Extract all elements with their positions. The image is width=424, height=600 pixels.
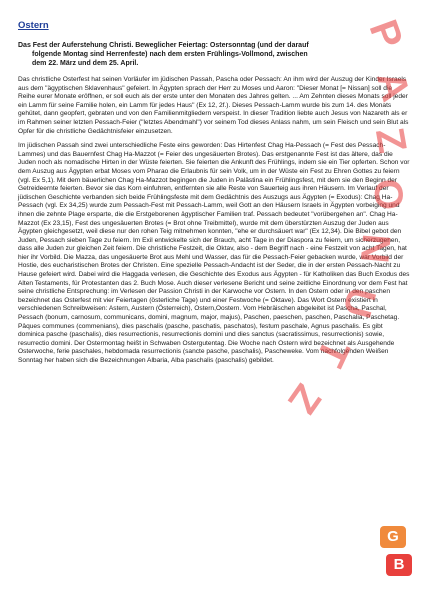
intro-line: folgende Montag sind Herrenfeste) nach dem ersten Frühlings-Vollmond, zwischen (32, 51, 308, 58)
logo-block-b: B (386, 554, 412, 576)
watermark-logo (360, 524, 420, 596)
watermark-letter: U (333, 282, 384, 323)
watermark-letter: A (367, 66, 418, 107)
watermark-letter: O (364, 177, 412, 212)
watermark-letter: Z (279, 376, 330, 422)
page-title[interactable]: Ostern (18, 20, 49, 31)
body-paragraph: Das christliche Osterfest hat seinen Vorläufer im jüdischen Passah, Pascha oder Pessach: An ihm wird der Auszug der Kinder Israels aus dem "ägyptischen Sklavenhaus" gefeiert. In Ägypten sprach der Herr zu Moses und Aaron: "Dieser Monat [= Nissan] soll die Reihe eurer Monate eröffnen, er soll euch als der erste unter den Monaten des Jahres gelten. ... Am Zehnten dieses Monats soll jeder ein Lamm für seine Familie holen, ein Lamm für jedes Haus" (Ex 12, 2f.). Dieses Pessach-Lamm wurde bis zum 14. des Monats gehütet, dann geopfert, gebraten und von den Familienmitgliedern verspeist. In dieser Tradition liebte auch Jesus von Nazareth als er im Rahmen seiner letzten Pessach-Feier ("letztes Abendmahl") vor seinem Tod dieses Anlass nahm, um sein Fleisch und sein Blut als Opfer für die christliche Gedächtnisfeier einzusetzen. (18, 76, 409, 135)
intro-line: dem 22. März und dem 25. April. (32, 60, 139, 67)
logo-block-g: G (380, 526, 406, 548)
watermark-letter: N (351, 232, 399, 265)
watermark-letter: Z (366, 124, 415, 157)
document-page (18, 12, 410, 372)
body-paragraph: Im jüdischen Passah sind zwei unterschiedliche Feste eins geworden: Das Hirtenfest Chag Ha-Pessach (= Fest des Pessach-Lammes) und das Bauernfest Chag Ha-Mazzot (= Feier des ungesäuerten Brotes). Das erstgenannte Fest ist das ältere, das die Juden noch als nomadische Hirten in der Wüste feierten. Sie feierten die Ankunft des Frühlings, indem sie ein Tier opferten. Schon vor dem Auszug aus Ägypten erbat Moses vom Pharao die Erlaubnis für sein Volk, um in der Wüste ein Fest zu Ehren Gottes zu feiern (vgl. Ex 5,1). Mit dem bäuerlichen Chag Ha-Mazzot begingen die Juden in Palästina ein Frühlingsfest, mit dem sie den Beginn der Getreideernte feierten. Bevor sie das Korn einfuhren, entfernten sie alle Reste von Sauerteig aus ihren Häusern. Im Verlauf der jüdischen Geschichte verbanden sich beide Frühlingsfeste mit dem Gedächtnis des Auszugs aus Ägypten (= Exodus): Chag Ha-Pessach (vgl. Ex 34,25) wurde zum Pessach-Fest mit Pessach-Lamm, weil Gott an den Häusern Israels in Ägypten vorbeiging und ihnen die zehnte Plage ersparte, die die Erstgeborenen ägyptischer Familien traf. Pessach bedeutet "vorübergehen an". Chag Ha-Mazzot (Ex 23,15), Fest des ungesäuerten Brotes (= Brot ohne Treibmittel), wurde mit dem überstürzten Auszug der Juden aus Ägypten gleichgesetzt, weil diese nur den rohen Teig mitnehmen konnten, "ehe er durchsäuert war" (Ex 12,34). Die Bibel gebot den Juden, Pessach sieben Tage zu feiern. Im Exil entwickelte sich der Brauch, acht Tage in der Diaspora zu feiern, um sicherzugehen, dass alle Juden zur gleichen Zeit feiern. Die christliche Festzeit, die Oktav, also - dem Begriff nach - eine Festzeit von acht Tagen, hat hier ihr Vorbild. Die Mazza, das ungesäuerte Brot aus Mehl und Wasser, das für die Pessach-Feier gebacken wurde, war Vorbild der Hostie, des eucharistischen Brotes der Christen. Eine spezielle Pessach-Andacht ist der Seder, die in der ersten Pessach-Nacht zu Hause gefeiert wird. Dabei wird die Haggada verlesen, die Geschichte des Exodus aus Ägypten - für Katholiken das Buch Exodus des Alten Testaments, für Protestanten das 2. Buch Mose. Auch dieser verlesene Bericht und seine zeitliche Einordnung vor dem Fest hat seine christliche Entsprechung: im Verlesen der Passion Christi in der Karwoche vor Ostern. In den Ostern oder in den paschen bezeichnet das Osterfest mit vier Feiertagen (österliche Tage) und einer Festwoche (= Oktave). Das Wort Ostern existiert in verschiedenen Schreibweisen: Astern, Austern (Österreich), Ostern,Oostern. Vom Hebräischen abgeleitet ist Pascha, Paschal, Pessach (bonum, carnosum, communicans, domini, magnum, major, majus), Paschen, paeschen, paschen, Paschalia, Paschetag. Pâques communes (commenians), dies paschalis (pasche, paschatis, paschatos), festum paschale, Agnus paschalis. Es gibt dominica pasche (paschalis), dies resurrectionis, resurrectionis domini und dies sanctus (sacratissimus, resurrectionis) sowie, resurrectio domini. Der Ostermontag heißt in Schwaben Ostergutentag. Die Woche nach Ostern wird bezeichnet als Ausgehende Osterwoche, ferie paschales, hebdomada resurrectionis (sancte pasche, paschalis), Pascheweke. Vom nachfolgenden Weißen Sonntag her haben sich die Bezeichnungen Albaria, Alba paschalis (paschalis) gebildet. (18, 142, 410, 364)
watermark-letter: T (307, 332, 358, 374)
intro-line: Das Fest der Auferstehung Christi. Beweglicher Feiertag: Ostersonntag (und der darauf (18, 42, 309, 49)
watermark-letter: P (360, 14, 412, 55)
intro-summary (18, 41, 410, 68)
